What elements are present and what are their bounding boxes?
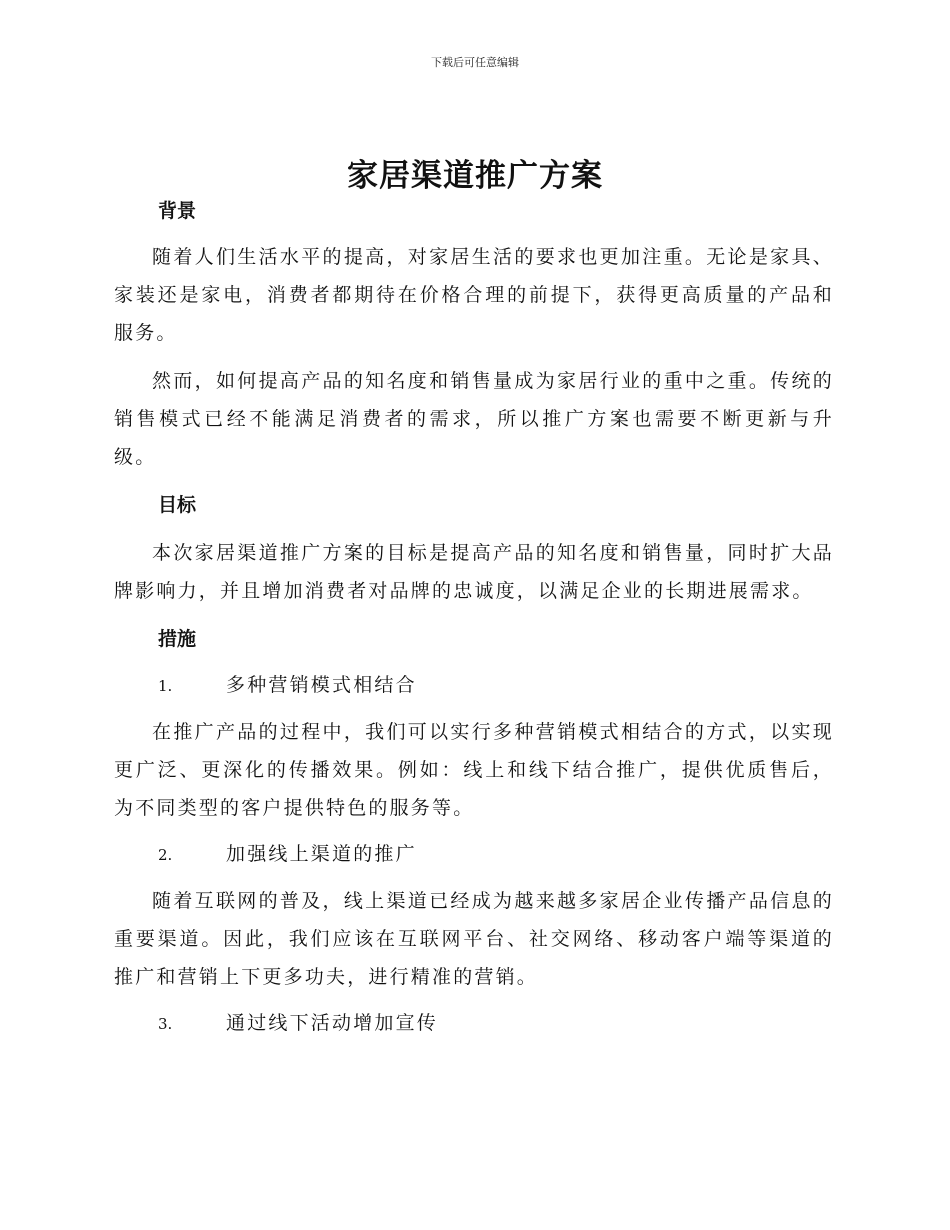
measure-number-3: 3. <box>158 1015 173 1033</box>
section-heading-measures: 措施 <box>158 628 197 650</box>
measure-label-3: 通过线下活动增加宣传 <box>226 1012 439 1034</box>
measure-number-2: 2. <box>158 846 173 864</box>
section-heading-goal: 目标 <box>158 494 197 516</box>
measure-paragraph-2: 随着互联网的普及，线上渠道已经成为越来越多家居企业传播产品信息的重要渠道。因此，我们应该在互联网平台、社交网络、移动客户端等渠道的推广和营销上下更多功夫，进行精准的营销。 <box>114 890 834 988</box>
section-heading-background: 背景 <box>158 200 197 222</box>
measure-item-2 <box>114 839 834 870</box>
measure-item-3 <box>114 1008 834 1039</box>
measure-item-1 <box>114 670 834 701</box>
document-title: 家居渠道推广方案 <box>347 158 603 194</box>
document-body <box>114 196 834 1039</box>
measure-paragraph-1: 在推广产品的过程中，我们可以实行多种营销模式相结合的方式，以实现更广泛、更深化的传播效果。例如：线上和线下结合推广，提供优质售后，为不同类型的客户提供特色的服务等。 <box>114 721 834 819</box>
measure-number-1: 1. <box>158 677 173 695</box>
goal-paragraph-1: 本次家居渠道推广方案的目标是提高产品的知名度和销售量，同时扩大品牌影响力，并且增加消费者对品牌的忠诚度，以满足企业的长期进展需求。 <box>114 542 834 602</box>
header-note: 下载后可任意编辑 <box>431 56 519 69</box>
measure-label-1: 多种营销模式相结合 <box>226 674 417 696</box>
background-paragraph-1: 随着人们生活水平的提高，对家居生活的要求也更加注重。无论是家具、家装还是家电，消费者都期待在价格合理的前提下，获得更高质量的产品和服务。 <box>114 246 834 344</box>
background-paragraph-2: 然而，如何提高产品的知名度和销售量成为家居行业的重中之重。传统的销售模式已经不能满足消费者的需求，所以推广方案也需要不断更新与升级。 <box>114 370 834 468</box>
measure-label-2: 加强线上渠道的推广 <box>226 843 417 865</box>
